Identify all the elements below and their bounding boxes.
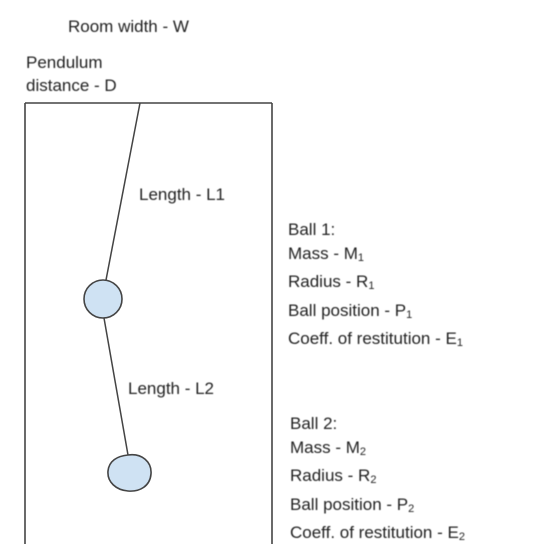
ball-2 bbox=[108, 455, 151, 491]
ball1-title: Ball 1: bbox=[288, 220, 336, 239]
length1-label: Length - L1 bbox=[139, 185, 226, 204]
ball2-properties bbox=[290, 412, 465, 550]
ball2-mass-sub: 2 bbox=[359, 445, 367, 458]
ball1-mass-sub: 1 bbox=[357, 251, 365, 264]
ball1-radius: Radius - R1 bbox=[288, 272, 375, 292]
pendulum-distance-label-line2: distance - D bbox=[26, 76, 117, 95]
ball2-radius: Radius - R2 bbox=[290, 466, 377, 486]
ball2-position-sub: 2 bbox=[408, 502, 415, 515]
ball2-mass: Mass - M2 bbox=[290, 437, 367, 458]
room-width-label: Room width - W bbox=[68, 17, 189, 36]
ball-1 bbox=[84, 280, 122, 318]
ball1-mass: Mass - M1 bbox=[288, 243, 365, 264]
ball2-title: Ball 2: bbox=[290, 414, 338, 433]
ball1-restitution-sub: 1 bbox=[456, 337, 463, 349]
ball2-radius-sub: 2 bbox=[370, 474, 377, 486]
ball1-properties bbox=[288, 218, 463, 356]
pendulum-string-2 bbox=[104, 318, 128, 455]
ball2-restitution-sub: 2 bbox=[458, 531, 465, 543]
ball1-radius-sub: 1 bbox=[368, 280, 375, 292]
length2-label: Length - L2 bbox=[128, 379, 215, 398]
ball1-position: Ball position - P1 bbox=[288, 300, 413, 321]
ball1-restitution: Coeff. of restitution - E1 bbox=[288, 329, 463, 349]
ball1-position-sub: 1 bbox=[406, 308, 413, 321]
pendulum-distance-label-line1: Pendulum bbox=[26, 53, 103, 72]
pendulum-string-1 bbox=[106, 103, 140, 280]
ball2-position: Ball position - P2 bbox=[290, 494, 415, 515]
ball2-restitution: Coeff. of restitution - E2 bbox=[290, 523, 465, 543]
